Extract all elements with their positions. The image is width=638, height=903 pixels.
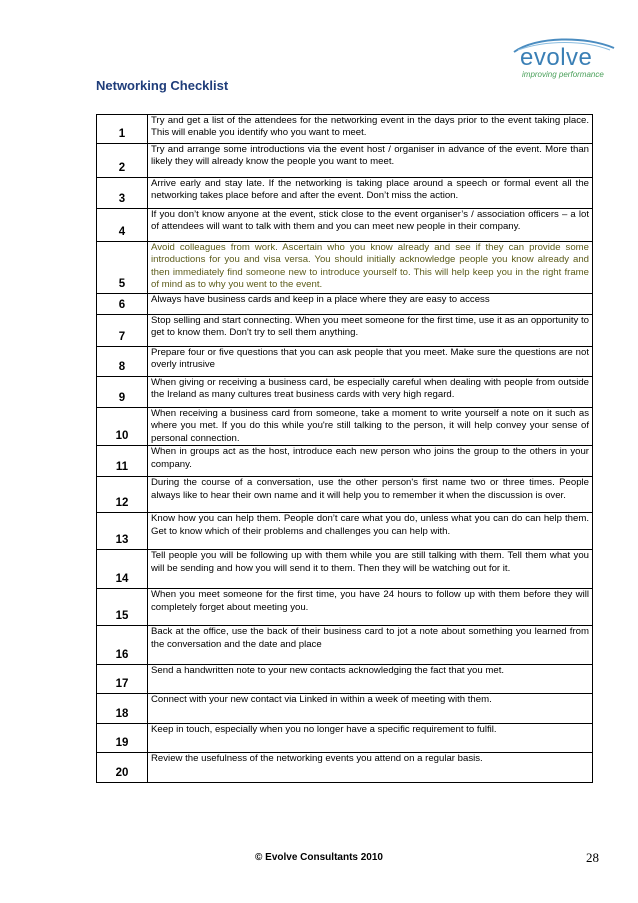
page-number: 28 — [586, 850, 599, 865]
row-number: 9 — [97, 377, 148, 408]
row-text: Connect with your new contact via Linked in within a week of meeting with them. — [148, 694, 593, 724]
row-text: Know how you can help them. People don’t care what you do, unless what you can do can help them. Get to know which of their problems and challenges you can help with. — [148, 513, 593, 550]
checklist-table — [96, 114, 593, 783]
row-number: 20 — [97, 753, 148, 783]
row-text: When giving or receiving a business card, be especially careful when dealing with people from outside the Ireland as many cultures treat business cards with very high regard. — [148, 377, 593, 408]
logo-word: evolve — [520, 44, 593, 71]
checklist-row — [97, 589, 593, 626]
row-number: 12 — [97, 477, 148, 513]
row-text: Try and get a list of the attendees for the networking event in the days prior to the event taking place. This will enable you identify who you want to meet. — [148, 115, 593, 144]
row-number: 5 — [97, 242, 148, 294]
row-text: When in groups act as the host, introduce each new person who joins the group to the others in your company. — [148, 446, 593, 477]
checklist-row — [97, 315, 593, 347]
row-number: 10 — [97, 408, 148, 446]
checklist-row — [97, 724, 593, 753]
checklist-row — [97, 694, 593, 724]
checklist-row — [97, 178, 593, 209]
row-number: 13 — [97, 513, 148, 550]
row-text: Stop selling and start connecting. When you meet someone for the first time, use it as an opportunity to get to know them. Don't try to sell them anything. — [148, 315, 593, 347]
checklist-row — [97, 115, 593, 144]
checklist-row — [97, 550, 593, 589]
row-number: 8 — [97, 347, 148, 377]
checklist-row — [97, 626, 593, 665]
checklist-row — [97, 347, 593, 377]
row-text: Prepare four or five questions that you can ask people that you meet. Make sure the questions are not overly intrusive — [148, 347, 593, 377]
row-text: Always have business cards and keep in a place where they are easy to access — [148, 294, 593, 315]
row-text: Send a handwritten note to your new contacts acknowledging the fact that you met. — [148, 665, 593, 694]
row-text: Arrive early and stay late. If the networking is taking place around a speech or formal event all the networking takes place before and after the event. Don’t miss the action. — [148, 178, 593, 209]
row-text: Back at the office, use the back of their business card to jot a note about something you learned from the conversation and the date and place — [148, 626, 593, 665]
row-number: 3 — [97, 178, 148, 209]
page-title: Networking Checklist — [96, 78, 229, 93]
checklist-row — [97, 242, 593, 294]
row-number: 2 — [97, 144, 148, 178]
checklist-row — [97, 144, 593, 178]
row-number: 6 — [97, 294, 148, 315]
row-number: 7 — [97, 315, 148, 347]
checklist-row — [97, 513, 593, 550]
row-number: 17 — [97, 665, 148, 694]
row-text: When you meet someone for the first time, you have 24 hours to follow up with them before they will completely forget about meeting you. — [148, 589, 593, 626]
row-text: If you don’t know anyone at the event, stick close to the event organiser’s / association officers – a lot of attendees will want to talk with them and you can meet new people in their company. — [148, 209, 593, 242]
checklist-row — [97, 446, 593, 477]
row-number: 1 — [97, 115, 148, 144]
row-text: Avoid colleagues from work. Ascertain who you know already and see if they can provide some introductions for you and visa versa. You should initially acknowledge people you know already and then immediately find someone new to introduce yourself to. This will help keep you in the right frame of mind as to why you went to the event. — [148, 242, 593, 294]
row-number: 16 — [97, 626, 148, 665]
logo-tagline: improving performance — [522, 70, 604, 79]
checklist-row — [97, 209, 593, 242]
row-number: 14 — [97, 550, 148, 589]
row-number: 18 — [97, 694, 148, 724]
evolve-logo — [506, 38, 618, 80]
row-number: 4 — [97, 209, 148, 242]
row-number: 11 — [97, 446, 148, 477]
footer-copyright: © Evolve Consultants 2010 — [255, 852, 383, 863]
checklist-row — [97, 377, 593, 408]
checklist-row — [97, 753, 593, 783]
row-text: Review the usefulness of the networking events you attend on a regular basis. — [148, 753, 593, 783]
row-text: Tell people you will be following up with them while you are still talking with them. Tell them what you will be sending and how you will send it to them. Then they will be watching out for it. — [148, 550, 593, 589]
row-text: Try and arrange some introductions via the event host / organiser in advance of the event. More than likely they will already know the people you want to meet. — [148, 144, 593, 178]
checklist-row — [97, 294, 593, 315]
row-text: During the course of a conversation, use the other person's first name two or three times. People always like to hear their own name and it will help you to remember it when the discussion is over. — [148, 477, 593, 513]
row-text: Keep in touch, especially when you no longer have a specific requirement to fulfil. — [148, 724, 593, 753]
checklist-row — [97, 665, 593, 694]
row-number: 15 — [97, 589, 148, 626]
row-number: 19 — [97, 724, 148, 753]
row-text: When receiving a business card from someone, take a moment to write yourself a note on it such as where you met. If you do this while you're still talking to the person, it will help convey your sense of personal connection. — [148, 408, 593, 446]
checklist-row — [97, 408, 593, 446]
checklist-row — [97, 477, 593, 513]
